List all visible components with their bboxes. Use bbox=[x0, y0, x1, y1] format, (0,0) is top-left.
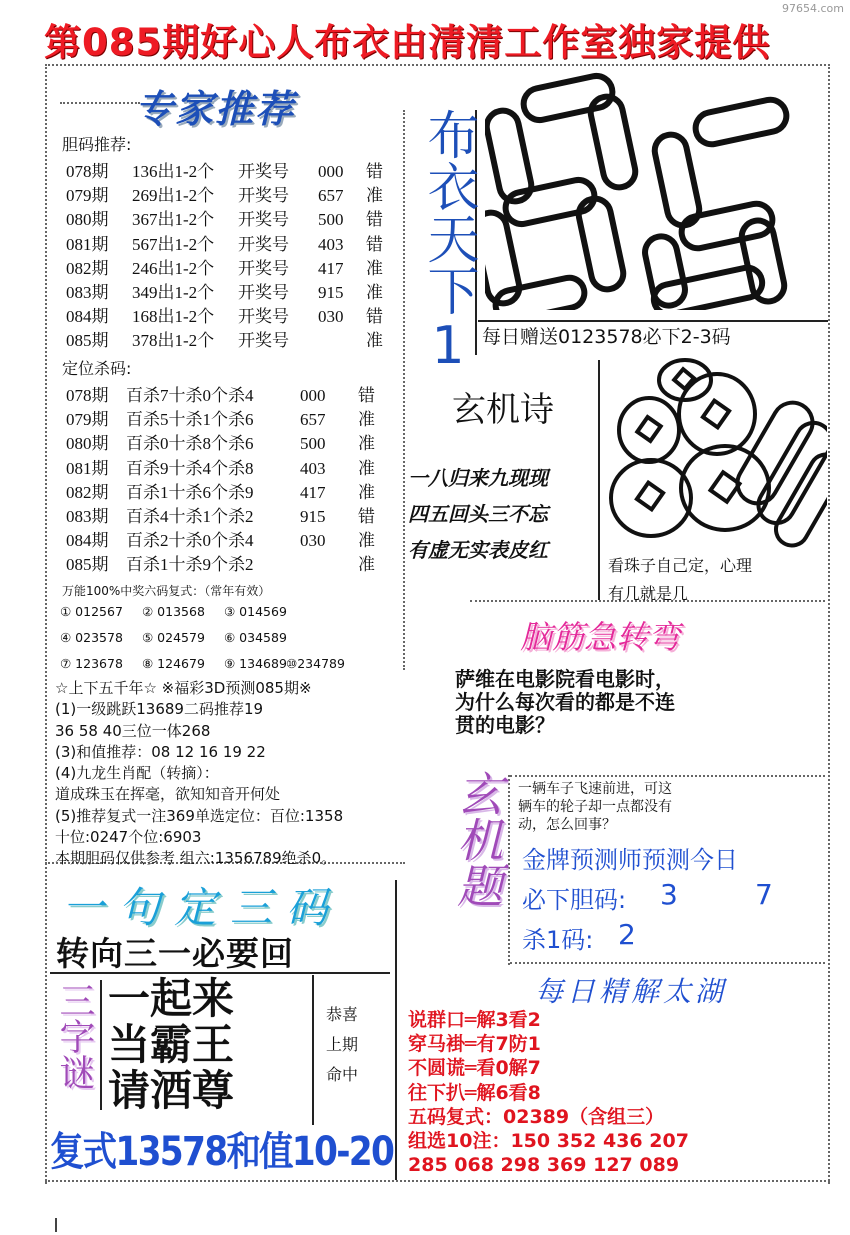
period-cell: 084期 bbox=[66, 307, 109, 327]
code-row bbox=[60, 604, 400, 630]
gift-text: 每日赠送0123578必下2-3码 bbox=[482, 326, 731, 348]
taihu-line: 说群口═解3看2 bbox=[408, 1009, 541, 1031]
forecast-line: (1)一级跳跃13689二码推荐19 bbox=[55, 700, 264, 719]
pick-cell: 百杀4十杀1个杀2 bbox=[126, 506, 254, 526]
status-cell: 错 bbox=[366, 210, 383, 230]
gold-title: 金牌预测师预测今日 bbox=[522, 846, 738, 874]
poem-line: 有虚无实表皮红 bbox=[408, 538, 548, 562]
congrats-line: 上期 bbox=[326, 1035, 359, 1054]
must-a: 3 bbox=[660, 878, 678, 911]
taihu-line: 穿马褂═有7防1 bbox=[408, 1033, 541, 1056]
divider bbox=[510, 962, 825, 964]
code-item: ⑩234789 bbox=[286, 656, 345, 671]
pick-cell: 168出1-2个 bbox=[132, 307, 215, 327]
pick-cell: 378出1-2个 bbox=[132, 331, 215, 351]
pick-cell: 246出1-2个 bbox=[132, 258, 215, 278]
riddle-line: 一起来 bbox=[108, 974, 235, 1023]
table-row bbox=[66, 305, 406, 329]
divider bbox=[60, 102, 140, 104]
budai-vertical-title: 布衣天下1 bbox=[418, 108, 478, 376]
period-cell: 082期 bbox=[66, 482, 109, 502]
status-cell: 准 bbox=[358, 531, 375, 551]
status-cell: 准 bbox=[358, 410, 375, 430]
divider bbox=[828, 64, 830, 1184]
period-cell: 083期 bbox=[66, 282, 109, 302]
status-cell: 准 bbox=[366, 186, 383, 206]
question-line: 动，怎么回事？ bbox=[518, 817, 616, 833]
status-cell: 准 bbox=[358, 458, 375, 478]
forecast-line: 十位:0247个位:6903 bbox=[55, 828, 202, 847]
status-cell: 准 bbox=[366, 282, 383, 302]
divider bbox=[312, 975, 314, 1125]
table-row bbox=[66, 432, 406, 456]
forecast-line: (4)九龙生肖配（转摘）： bbox=[55, 764, 219, 783]
status-cell: 错 bbox=[366, 307, 383, 327]
xuanji-vertical-title: 玄机题 bbox=[450, 770, 504, 908]
fc3d-forecast bbox=[55, 678, 343, 870]
divider bbox=[510, 775, 825, 777]
label-cell: 开奖号 bbox=[238, 307, 289, 327]
forecast-line: (5)推荐复式一注369单选定位：百位:1358 bbox=[55, 806, 344, 825]
sentence-line: 转向三一必要回 bbox=[56, 934, 294, 973]
question-line: 贯的电影？ bbox=[455, 713, 555, 737]
divider bbox=[395, 880, 397, 1180]
pick-cell: 百杀1十杀9个杀2 bbox=[126, 555, 254, 575]
result-cell: 915 bbox=[318, 282, 344, 302]
poem-line: 一八归来九现现 bbox=[408, 466, 548, 490]
code-item: ⑨ 134689 bbox=[224, 656, 287, 671]
taihu-title: 每日精解太湖 bbox=[535, 975, 728, 1008]
code-item: ⑧ 124679 bbox=[142, 656, 205, 671]
label-cell: 开奖号 bbox=[238, 331, 289, 351]
label-cell: 开奖号 bbox=[238, 210, 289, 230]
status-cell: 错 bbox=[366, 234, 383, 254]
poem-note bbox=[608, 552, 752, 608]
status-cell: 准 bbox=[366, 258, 383, 278]
riddle-vertical-title: 三字谜 bbox=[54, 982, 95, 1090]
table-row bbox=[66, 281, 406, 305]
page-title: 第085期好心人布衣由清清工作室独家提供 bbox=[44, 21, 771, 64]
period-cell: 079期 bbox=[66, 410, 109, 430]
divider bbox=[45, 1180, 830, 1182]
period-cell: 081期 bbox=[66, 458, 109, 478]
question-line: 辆车的轮子却一点都没有 bbox=[518, 799, 672, 815]
code-item: ⑦ 123678 bbox=[60, 656, 123, 671]
label-cell: 开奖号 bbox=[238, 282, 289, 302]
status-cell: 错 bbox=[366, 162, 383, 181]
code-item: ① 012567 bbox=[60, 604, 123, 619]
period-cell: 078期 bbox=[66, 162, 109, 181]
forecast-line: ☆上下五千年☆ ※福彩3D预测085期※ bbox=[55, 679, 312, 697]
divider bbox=[508, 775, 510, 965]
label-cell: 开奖号 bbox=[238, 162, 289, 181]
forecast-line: 36 58 40三位一体268 bbox=[55, 721, 211, 740]
pick-cell: 349出1-2个 bbox=[132, 282, 215, 302]
brain-question bbox=[455, 668, 675, 737]
taihu-line: 组选10注：150 352 436 207 bbox=[408, 1130, 689, 1153]
code-item: ② 013568 bbox=[142, 604, 205, 619]
dan-table bbox=[66, 160, 406, 354]
six-code-title: 万能100%中奖六码复式：（常年有效） bbox=[62, 584, 271, 598]
must-label: 必下胆码: bbox=[522, 886, 627, 914]
code-row bbox=[60, 630, 400, 656]
code-item: ⑤ 024579 bbox=[142, 630, 205, 645]
divider bbox=[598, 360, 600, 600]
result-cell: 915 bbox=[300, 506, 326, 526]
status-cell: 准 bbox=[358, 482, 375, 502]
pick-cell: 百杀5十杀1个杀6 bbox=[126, 410, 254, 430]
result-cell: 657 bbox=[300, 410, 326, 430]
kill-value: 2 bbox=[618, 918, 636, 951]
note-line: 看珠子自己定，心理 bbox=[608, 556, 753, 575]
code-item: ④ 023578 bbox=[60, 630, 123, 645]
forecast-line: (3)和值推荐：08 12 16 19 22 bbox=[55, 742, 266, 761]
period-cell: 085期 bbox=[66, 555, 109, 575]
pick-cell: 百杀1十杀6个杀9 bbox=[126, 482, 254, 502]
table-row bbox=[66, 257, 406, 281]
result-cell: 417 bbox=[300, 482, 326, 502]
watermark: 97654.com bbox=[782, 2, 844, 15]
result-cell: 000 bbox=[318, 162, 344, 181]
table-row bbox=[66, 384, 406, 408]
pick-cell: 百杀9十杀4个杀8 bbox=[126, 458, 254, 478]
table-row bbox=[66, 233, 406, 257]
table-row bbox=[66, 457, 406, 481]
pick-cell: 567出1-2个 bbox=[132, 234, 215, 254]
divider bbox=[45, 64, 47, 1184]
result-cell: 500 bbox=[300, 434, 326, 454]
kill-label: 杀1码: bbox=[522, 926, 594, 954]
divider bbox=[45, 64, 830, 66]
note-line: 有几就是几 bbox=[608, 584, 689, 603]
divider bbox=[100, 980, 102, 1110]
pos-label: 定位杀码: bbox=[62, 359, 132, 378]
period-cell: 082期 bbox=[66, 258, 109, 278]
status-cell: 准 bbox=[358, 555, 375, 575]
taihu-line: 不圆谎═看0解7 bbox=[408, 1057, 541, 1080]
riddle-line: 当霸王 bbox=[108, 1020, 235, 1069]
period-cell: 081期 bbox=[66, 234, 109, 254]
forecast-line: 道成珠玉在挥毫，欲知知音开何处 bbox=[55, 785, 281, 804]
question-line: 一辆车子飞速前进，可这 bbox=[518, 781, 672, 797]
period-cell: 078期 bbox=[66, 386, 109, 405]
riddle-footer: 复式13578和值10-20 bbox=[50, 1129, 394, 1175]
period-cell: 083期 bbox=[66, 506, 109, 526]
label-cell: 开奖号 bbox=[238, 258, 289, 278]
dan-label: 胆码推荐: bbox=[62, 135, 132, 154]
result-cell: 403 bbox=[318, 234, 344, 254]
result-cell: 657 bbox=[318, 186, 344, 206]
pick-cell: 136出1-2个 bbox=[132, 162, 215, 181]
result-cell: 417 bbox=[318, 258, 344, 278]
table-row bbox=[66, 505, 406, 529]
period-cell: 084期 bbox=[66, 531, 109, 551]
question-line: 为什么每次看的都是不连 bbox=[455, 690, 675, 714]
must-b: 7 bbox=[755, 878, 773, 911]
riddle-line: 请酒尊 bbox=[108, 1066, 235, 1115]
status-cell: 错 bbox=[358, 506, 375, 526]
status-cell: 错 bbox=[358, 386, 375, 405]
status-cell: 准 bbox=[358, 434, 375, 454]
table-row bbox=[66, 160, 406, 184]
poem-title: 玄机诗 bbox=[452, 390, 554, 430]
pick-cell: 百杀2十杀0个杀4 bbox=[126, 531, 254, 551]
congrats-line: 命中 bbox=[326, 1065, 359, 1084]
expert-title: 专家推荐 bbox=[135, 87, 296, 131]
taihu-line: 285 068 298 369 127 089 bbox=[408, 1154, 680, 1177]
label-cell: 开奖号 bbox=[238, 186, 289, 206]
congrats-line: 恭喜 bbox=[326, 1005, 359, 1024]
six-code-grid bbox=[60, 604, 400, 682]
period-cell: 080期 bbox=[66, 434, 109, 454]
pick-cell: 百杀7十杀0个杀4 bbox=[126, 386, 254, 405]
sentence-title: 一句定三码 bbox=[62, 883, 343, 932]
period-cell: 080期 bbox=[66, 210, 109, 230]
xuanji-question bbox=[518, 780, 672, 834]
code-item: ⑥ 034589 bbox=[224, 630, 287, 645]
status-cell: 准 bbox=[366, 331, 383, 351]
question-line: 萨维在电影院看电影时， bbox=[455, 667, 675, 691]
table-row bbox=[66, 529, 406, 553]
big-number-art bbox=[485, 70, 820, 310]
period-cell: 079期 bbox=[66, 186, 109, 206]
table-row bbox=[66, 553, 406, 577]
congrats-text bbox=[326, 1000, 358, 1090]
table-row bbox=[66, 408, 406, 432]
poem-line: 四五回头三不忘 bbox=[408, 502, 548, 526]
result-cell: 403 bbox=[300, 458, 326, 478]
table-row bbox=[66, 329, 406, 353]
pick-cell: 百杀0十杀8个杀6 bbox=[126, 434, 254, 454]
period-cell: 085期 bbox=[66, 331, 109, 351]
table-row bbox=[66, 208, 406, 232]
pick-cell: 367出1-2个 bbox=[132, 210, 215, 230]
brain-title: 脑筋急转弯 bbox=[520, 618, 681, 656]
taihu-line: 往下扒═解6看8 bbox=[408, 1081, 541, 1104]
coins-illustration bbox=[605, 358, 827, 548]
taihu-lines bbox=[408, 1008, 689, 1177]
code-item: ③ 014569 bbox=[224, 604, 287, 619]
forecast-line: 本期胆码仅供参考 组六:1356789绝杀0。 bbox=[55, 849, 337, 868]
result-cell: 500 bbox=[318, 210, 344, 230]
label-cell: 开奖号 bbox=[238, 234, 289, 254]
result-cell: 000 bbox=[300, 386, 326, 405]
riddle-lines bbox=[108, 976, 234, 1114]
pick-cell: 269出1-2个 bbox=[132, 186, 215, 206]
page-mark bbox=[55, 1218, 57, 1232]
table-row bbox=[66, 184, 406, 208]
table-row bbox=[66, 481, 406, 505]
poem-lines bbox=[408, 460, 598, 568]
pos-table bbox=[66, 384, 406, 578]
result-cell: 030 bbox=[318, 307, 344, 327]
taihu-line: 五码复式：02389（含组三） bbox=[408, 1105, 665, 1128]
result-cell: 030 bbox=[300, 531, 326, 551]
